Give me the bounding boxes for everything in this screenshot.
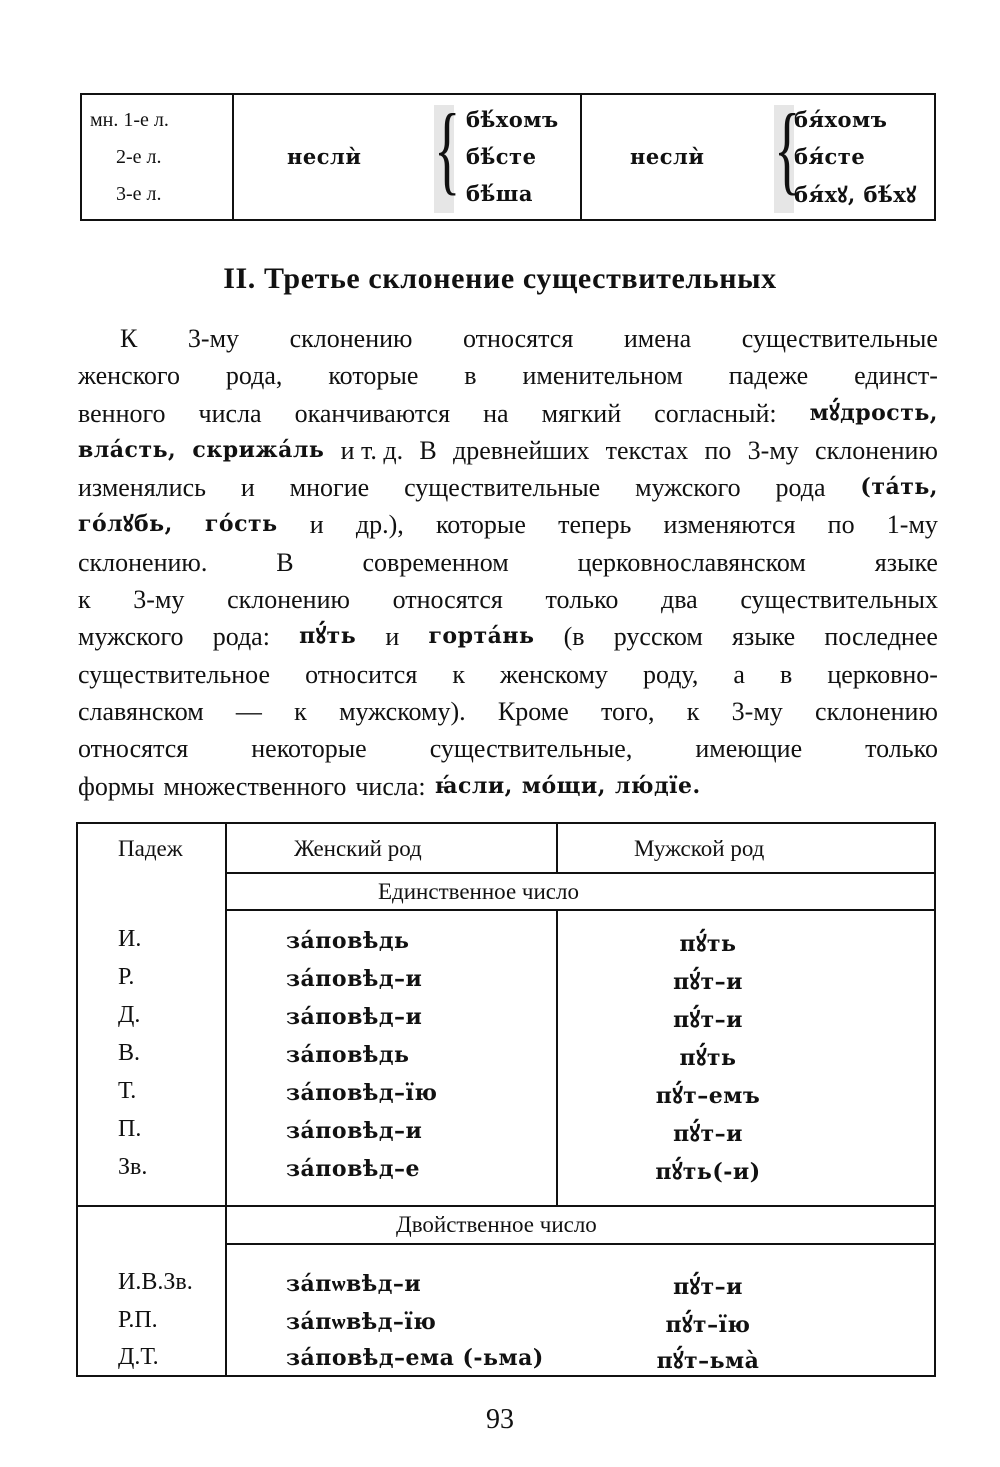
case-label: В. [118,1040,141,1066]
masculine-form: пꙋ́ть [679,931,737,957]
verb-form: неслѝ [287,144,362,169]
text-line: венного числа оканчиваются на мягкий согласный: мꙋ́дрость, [78,395,938,432]
text-line: славянском — к мужскому). Кроме того, к 3-му склонению [78,696,938,726]
case-label: Р. [118,964,135,990]
page-number: 93 [486,1404,514,1435]
aorist-form: бѣ́сте [466,144,537,169]
table-divider [556,824,558,874]
text-line: женского рода, которые в именительном падеже единст- [78,361,938,391]
case-label: Д.Т. [118,1344,159,1370]
slavonic-word: пꙋ́ть [299,623,357,650]
text-line: вла́сть, скрижа́ль и т. д. В древнейших текстах по 3-му склонению [78,432,938,469]
text-line: го́лꙋбь, го́сть и др.), которые теперь изменяются по 1-му [78,506,938,543]
slavonic-word: скрижа́ль [192,436,325,463]
masculine-form: пꙋ́т–и [673,1007,743,1033]
masculine-form: пꙋ́ть(-и) [655,1159,761,1185]
text-line: склонению. В современном церковнославянском языке [78,547,938,577]
slavonic-word: мꙋ́дрость, [809,399,938,426]
table-divider [232,95,234,219]
slavonic-word: мо́щи, [521,772,606,799]
table-divider [78,1205,934,1207]
case-label: Т. [118,1078,137,1104]
feminine-form: за́повѣд–е [286,1156,420,1182]
conjugation-table-fragment [80,93,936,221]
case-label: И.В.Зв. [118,1269,193,1295]
slavonic-word: горта́нь [428,623,535,650]
masculine-form: пꙋ́т–и [673,969,743,995]
aorist-form: бя́хомъ [794,107,888,132]
declension-table [76,822,936,1377]
table-divider [225,909,934,911]
text-line: существительное относится к женскому роду, а в церковно- [78,659,938,689]
person-label: 3-е л. [116,183,162,205]
feminine-form: за́повѣдь [286,1042,410,1068]
table-divider [225,824,227,1375]
header-feminine: Женский род [294,836,422,861]
case-label: И. [118,926,142,952]
aorist-form: бя́хꙋ, бѣ́хꙋ [794,182,917,207]
feminine-form: за́повѣд–ема (-ьма) [286,1345,544,1371]
text-line: изменялись и многие существительные мужского рода (та́ть, [78,469,938,506]
masculine-form: пꙋ́т–и [673,1121,743,1147]
masculine-form: пꙋ́т–ьма̀ [656,1348,760,1374]
feminine-form: за́пѡвѣд–и [286,1271,422,1297]
header-case: Падеж [118,836,183,861]
section-heading: II. Третье склонение существительных [223,262,777,295]
verb-form: неслѝ [630,144,705,169]
slavonic-word: вла́сть, [78,436,177,463]
slavonic-word: ꙗ́сли, [434,772,513,799]
masculine-form: пꙋ́т–и [673,1274,743,1300]
case-label: Д. [118,1002,141,1028]
case-label: Зв. [118,1154,148,1180]
header-masculine: Мужской род [634,836,765,861]
feminine-form: за́повѣд–и [286,1004,423,1030]
singular-label: Единственное число [378,879,579,904]
masculine-form: пꙋ́ть [679,1045,737,1071]
person-label: 2-е л. [116,146,162,168]
masculine-form: пꙋ́т–емъ [655,1083,761,1109]
curly-brace: { [434,93,461,204]
slavonic-word: (та́ть, [860,474,938,501]
text-line: формы множественного числа: ꙗ́сли, мо́щи, лю́дїе. [78,768,938,805]
text-line: К 3-му склонению относятся имена существительные [120,324,938,353]
table-divider [580,95,582,219]
feminine-form: за́повѣд–їю [286,1080,438,1106]
slavonic-word: го́лꙋбь, [78,511,173,538]
case-label: Р.П. [118,1307,158,1333]
feminine-form: за́повѣд–и [286,1118,423,1144]
masculine-form: пꙋ́т–їю [665,1312,751,1338]
feminine-form: за́повѣд–и [286,966,423,992]
text-line: к 3-му склонению относятся только два существительных [78,585,938,615]
dual-label: Двойственное число [396,1212,597,1237]
slavonic-word: лю́дїе. [614,772,701,799]
feminine-form: за́пѡвѣд–їю [286,1309,437,1335]
text-line: относятся некоторые существительные, имеющие только [78,734,938,764]
person-label: мн. 1-е л. [90,109,169,131]
aorist-form: бѣ́хомъ [466,107,559,132]
body-paragraph [78,320,938,805]
slavonic-word: го́сть [204,511,278,538]
aorist-form: бя́сте [794,144,866,169]
curly-brace: { [774,93,801,204]
table-divider [225,872,934,874]
table-divider [225,1243,934,1245]
feminine-form: за́повѣдь [286,928,410,954]
text-line: мужского рода: пꙋ́ть и горта́нь (в русском языке последнее [78,618,938,655]
aorist-form: бѣ́ша [466,181,533,206]
case-label: П. [118,1116,142,1142]
